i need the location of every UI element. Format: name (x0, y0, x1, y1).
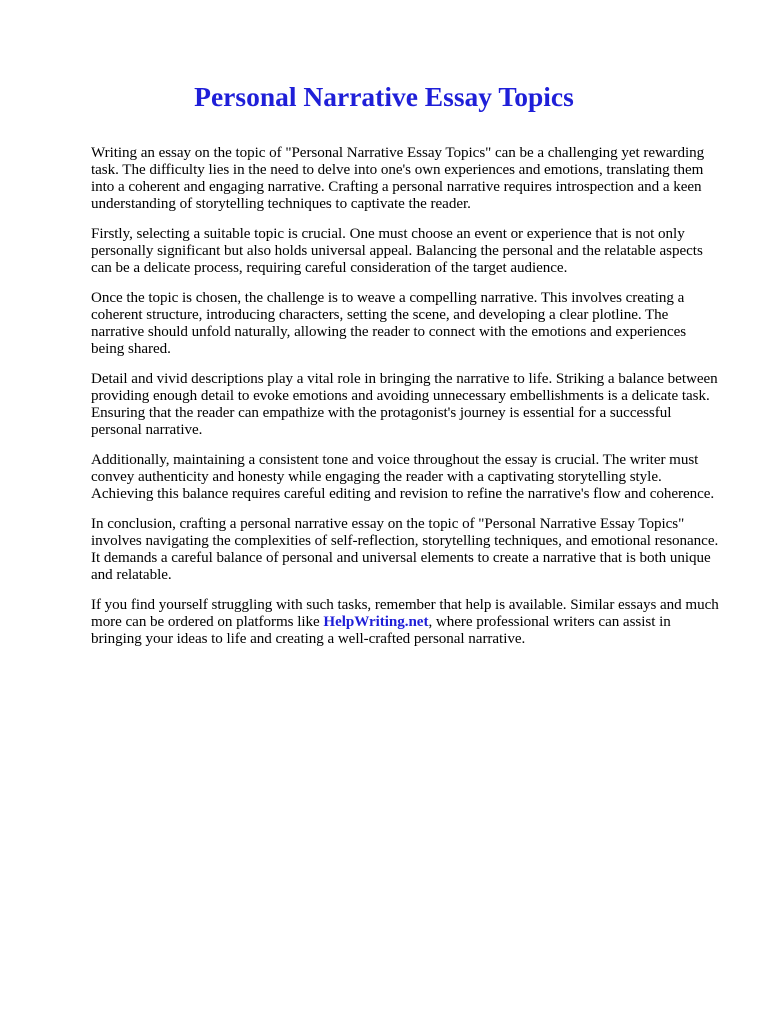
paragraph-intro: Writing an essay on the topic of "Personal Narrative Essay Topics" can be a challenging yet rewarding task. The difficulty lies in the need to delve into one's own experiences and emotions, translating them into a coherent and engaging narrative. Crafting a personal narrative requires introspection and a keen understanding of storytelling techniques to captivate the reader. (91, 145, 705, 213)
closing-text-after-link: , where professional writers can assist in bringing your ideas to life and creating a well-crafted personal narrative. (91, 613, 671, 647)
paragraph-tone-voice: Additionally, maintaining a consistent tone and voice throughout the essay is crucial. The writer must convey authenticity and honesty while engaging the reader with a captivating storytelling style. Achieving this balance requires careful editing and revision to refine the narrative's flow and coherence. (91, 451, 715, 502)
paragraph-narrative-structure: Once the topic is chosen, the challenge is to weave a compelling narrative. This involves creating a coherent structure, introducing characters, setting the scene, and developing a clear plotline. The narrative should unfold naturally, allowing the reader to connect with the emotions and experiences being shared. (91, 289, 687, 358)
paragraph-conclusion: In conclusion, crafting a personal narrative essay on the topic of "Personal Narrative Essay Topics" involves navigating the complexities of self-reflection, storytelling techniques, and emotional resonance. It demands a careful balance of personal and universal elements to create a narrative that is both unique and relatable. (91, 515, 719, 583)
helpwriting-link[interactable]: HelpWriting.net (323, 613, 429, 630)
paragraph-topic-selection: Firstly, selecting a suitable topic is crucial. One must choose an event or experience that is not only personally significant but also holds universal appeal. Balancing the personal and the relatable aspects can be a delicate process, requiring careful consideration of the target audience. (91, 225, 703, 277)
page-title: Personal Narrative Essay Topics (194, 81, 574, 112)
closing-text-before-link: If you find yourself struggling with such tasks, remember that help is available. Similar essays and much more can be ordered on platforms like (91, 596, 719, 630)
paragraph-descriptions: Detail and vivid descriptions play a vital role in bringing the narrative to life. Striking a balance between providing enough detail to evoke emotions and avoiding unnecessary embellishments is a delicate task. Ensuring that the reader can empathize with the protagonist's journey is essential for a successful personal narrative. (91, 370, 718, 439)
paragraph-closing (91, 597, 721, 648)
essay-body (91, 145, 721, 661)
